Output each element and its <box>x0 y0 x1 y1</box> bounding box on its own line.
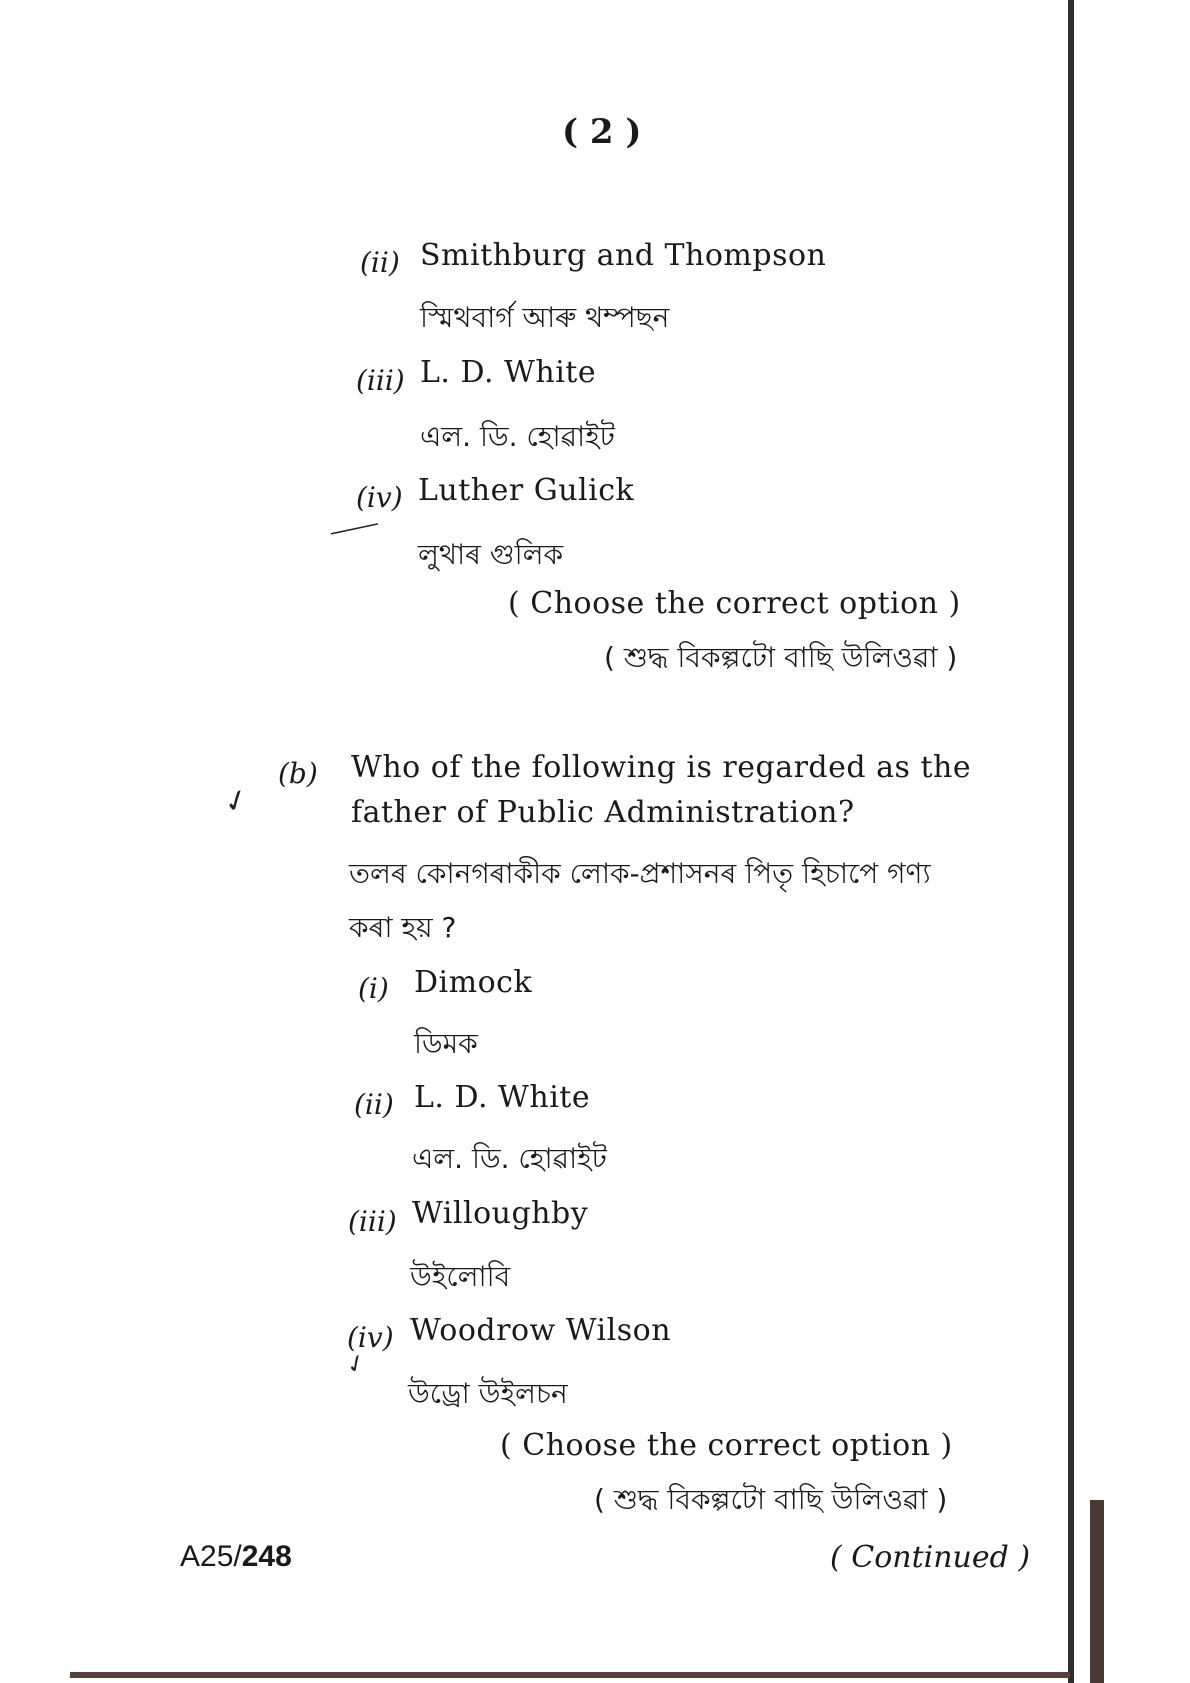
instruction-en: ( Choose the correct option ) <box>508 586 961 621</box>
check-mark-icon: ⸺ <box>325 505 383 550</box>
option-text-en: Woodrow Wilson <box>410 1313 672 1348</box>
option-text-en: Luther Gulick <box>418 473 635 508</box>
option-text-en: Smithburg and Thompson <box>420 238 827 273</box>
question-text-as: তলৰ কোনগৰাকীক লোক-প্ৰশাসনৰ পিতৃ হিচাপে গণ্য <box>349 857 931 890</box>
check-mark-icon: ✓ <box>218 780 255 823</box>
option-text-en: L. D. White <box>420 355 597 390</box>
paper-code <box>180 1540 292 1574</box>
question-label: (b) <box>278 757 318 790</box>
page-edge-shadow <box>1068 0 1074 1683</box>
option-text-as: উড্ৰো উইলচন <box>408 1377 568 1410</box>
option-text-as: লুথাৰ গুলিক <box>418 538 564 571</box>
check-mark-icon: ✓ <box>341 1347 372 1381</box>
instruction-en: ( Choose the correct option ) <box>500 1428 953 1463</box>
option-number: (iii) <box>356 364 405 397</box>
page-number: ( 2 ) <box>562 112 642 152</box>
continued-label: ( Continued ) <box>830 1540 1031 1575</box>
option-number: (ii) <box>354 1088 394 1121</box>
paper-code-prefix: A25/ <box>180 1540 242 1573</box>
paper-code-number: 248 <box>241 1540 292 1573</box>
option-text-as: ডিমক <box>414 1027 478 1060</box>
option-text-en: Dimock <box>414 965 533 1000</box>
option-text-as: স্মিথবাৰ্গ আৰু থম্পছন <box>420 301 670 334</box>
question-text-en: father of Public Administration? <box>351 795 855 830</box>
option-number: (iii) <box>348 1205 397 1238</box>
option-text-as: এল. ডি. হোৱাইট <box>420 420 615 453</box>
option-text-en: L. D. White <box>414 1080 591 1115</box>
option-number: (i) <box>358 972 389 1005</box>
question-text-as: কৰা হয় ? <box>349 911 457 944</box>
instruction-as: ( শুদ্ধ বিকল্পটো বাছি উলিওৱা ) <box>604 641 958 674</box>
question-text-en: Who of the following is regarded as the <box>351 750 972 785</box>
option-text-as: এল. ডি. হোৱাইট <box>412 1142 607 1175</box>
option-number: (iv) <box>356 481 403 514</box>
option-text-en: Willoughby <box>412 1196 589 1231</box>
page-edge-shadow-bottom <box>1090 1500 1104 1683</box>
option-text-as: উইলোবি <box>410 1260 511 1293</box>
page-bottom-edge <box>70 1672 1070 1678</box>
instruction-as: ( শুদ্ধ বিকল্পটো বাছি উলিওৱা ) <box>594 1483 948 1516</box>
option-number: (ii) <box>360 246 400 279</box>
option-number: (iv) <box>347 1321 394 1354</box>
